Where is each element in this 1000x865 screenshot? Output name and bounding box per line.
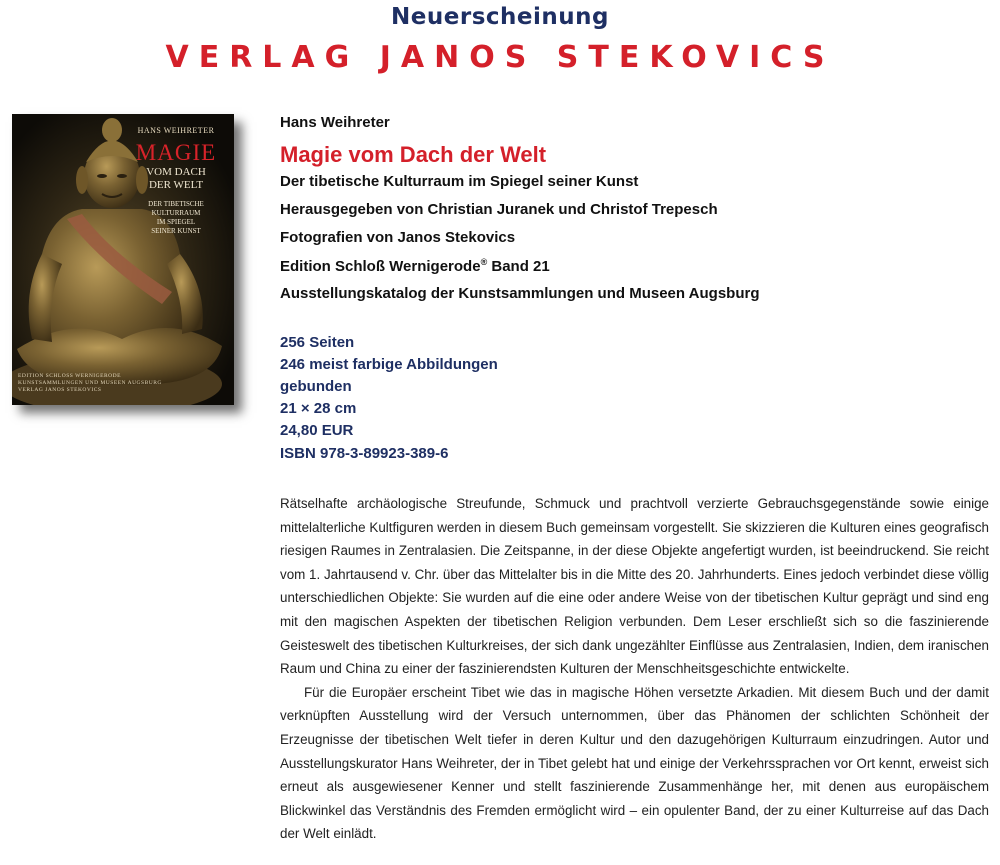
book-photos: Fotografien von Janos Stekovics <box>280 229 516 246</box>
cover-footer <box>18 373 230 394</box>
cover-subtitle-line: VOM DACH <box>146 166 206 178</box>
header-kicker: Neuerscheinung <box>391 4 609 30</box>
book-author: Hans Weihreter <box>280 114 390 131</box>
book-series <box>280 257 550 275</box>
cover-footer-line: EDITION SCHLOSS WERNIGERODE <box>18 373 121 379</box>
cover-subtitle <box>124 166 228 192</box>
cover-footer-line: KUNSTSAMMLUNGEN UND MUSEEN AUGSBURG <box>18 380 162 386</box>
book-catalog: Ausstellungskatalog der Kunstsammlungen und Museen Augsburg <box>280 285 760 302</box>
book-editors: Herausgegeben von Christian Juranek und Christof Trepesch <box>280 201 718 218</box>
book-title: Magie vom Dach der Welt <box>280 142 547 167</box>
cover-author: HANS WEIHRETER <box>137 126 215 135</box>
cover-tagline-line: IM SPIEGEL <box>156 218 196 226</box>
cover-footer-line: VERLAG JANOS STEKOVICS <box>18 387 102 393</box>
cover-tagline <box>124 200 228 236</box>
spec-illustrations: 246 meist farbige Abbildungen <box>280 356 498 373</box>
spec-size: 21 × 28 cm <box>280 400 357 417</box>
book-cover-image <box>12 114 234 405</box>
spec-isbn: ISBN 978-3-89923-389-6 <box>280 445 449 462</box>
cover-tagline-line: DER TIBETISCHE <box>148 200 204 208</box>
book-description <box>280 492 989 846</box>
spec-price: 24,80 EUR <box>280 422 354 439</box>
series-name: Edition Schloß Wernigerode <box>280 258 481 275</box>
cover-tagline-line: SEINER KUNST <box>151 227 201 235</box>
description-paragraph: Für die Europäer erscheint Tibet wie das in magische Höhen versetzte Arkadien. Mit diesem Buch und der damit verknüpften Ausstellung wird der Versuch unternommen, über das Phänomen der schlichten Schönheit der Erzeugnisse der tibetischen Welt tiefer in deren Kultur und den dazugehörigen Kulturraum einzudringen. Autor und Ausstellungskurator Hans Weihreter, der in Tibet gelebt hat und einige der Verkehrssprachen vor Ort kennt, erweist sich erneut als ausgewiesener Kenner und stellt faszinierende Zusammenhänge her, mit denen aus europäischem Blickwinkel das Verständnis des Fremden ermöglicht wird – ein opulenter Band, der zu einer Kulturreise auf das Dach der Welt einlädt. <box>280 684 989 842</box>
header-publisher: VERLAG JANOS STEKOVICS <box>165 40 835 75</box>
cover-title: MAGIE <box>135 140 217 165</box>
spec-binding: gebunden <box>280 378 352 395</box>
cover-tagline-line: KULTURRAUM <box>151 209 201 217</box>
series-band: Band 21 <box>487 258 550 275</box>
spec-pages: 256 Seiten <box>280 334 355 351</box>
cover-subtitle-line: DER WELT <box>148 179 204 191</box>
description-paragraph: Rätselhafte archäologische Streufunde, Schmuck und prachtvoll verzierte Gebrauchsgegenstände sowie einige mittelalterliche Kultfiguren werden in diesem Buch gemeinsam vorgestellt. Sie skizzieren die Kulturen eines geografisch riesigen Raumes in Zentralasien. Die Zeitspanne, in der diese Objekte angefertigt wurden, ist beeindruckend. Sie reicht vom 1. Jahrtausend v. Chr. über das Mittelalter bis in die Mitte des 20. Jahrhunderts. Eines jedoch verbindet diese völlig unterschiedlichen Objekte: Sie wurden auf die eine oder andere Weise von der tibetischen Kultur geprägt und sind eng mit den magischen Aspekten der tibetischen Religion verbunden. Dem Leser erschließt sich so die faszinierende Geisteswelt des tibetischen Kulturkreises, der sich dank ungezählter Einflüsse aus Zentralasien, Indien, dem iranischen Raum und China zu einer der faszinierendsten Kulturen der Menschheitsgeschichte entwickelte. <box>280 496 989 677</box>
registered-mark: ® <box>480 257 488 267</box>
book-subtitle: Der tibetische Kulturraum im Spiegel seiner Kunst <box>280 173 639 190</box>
